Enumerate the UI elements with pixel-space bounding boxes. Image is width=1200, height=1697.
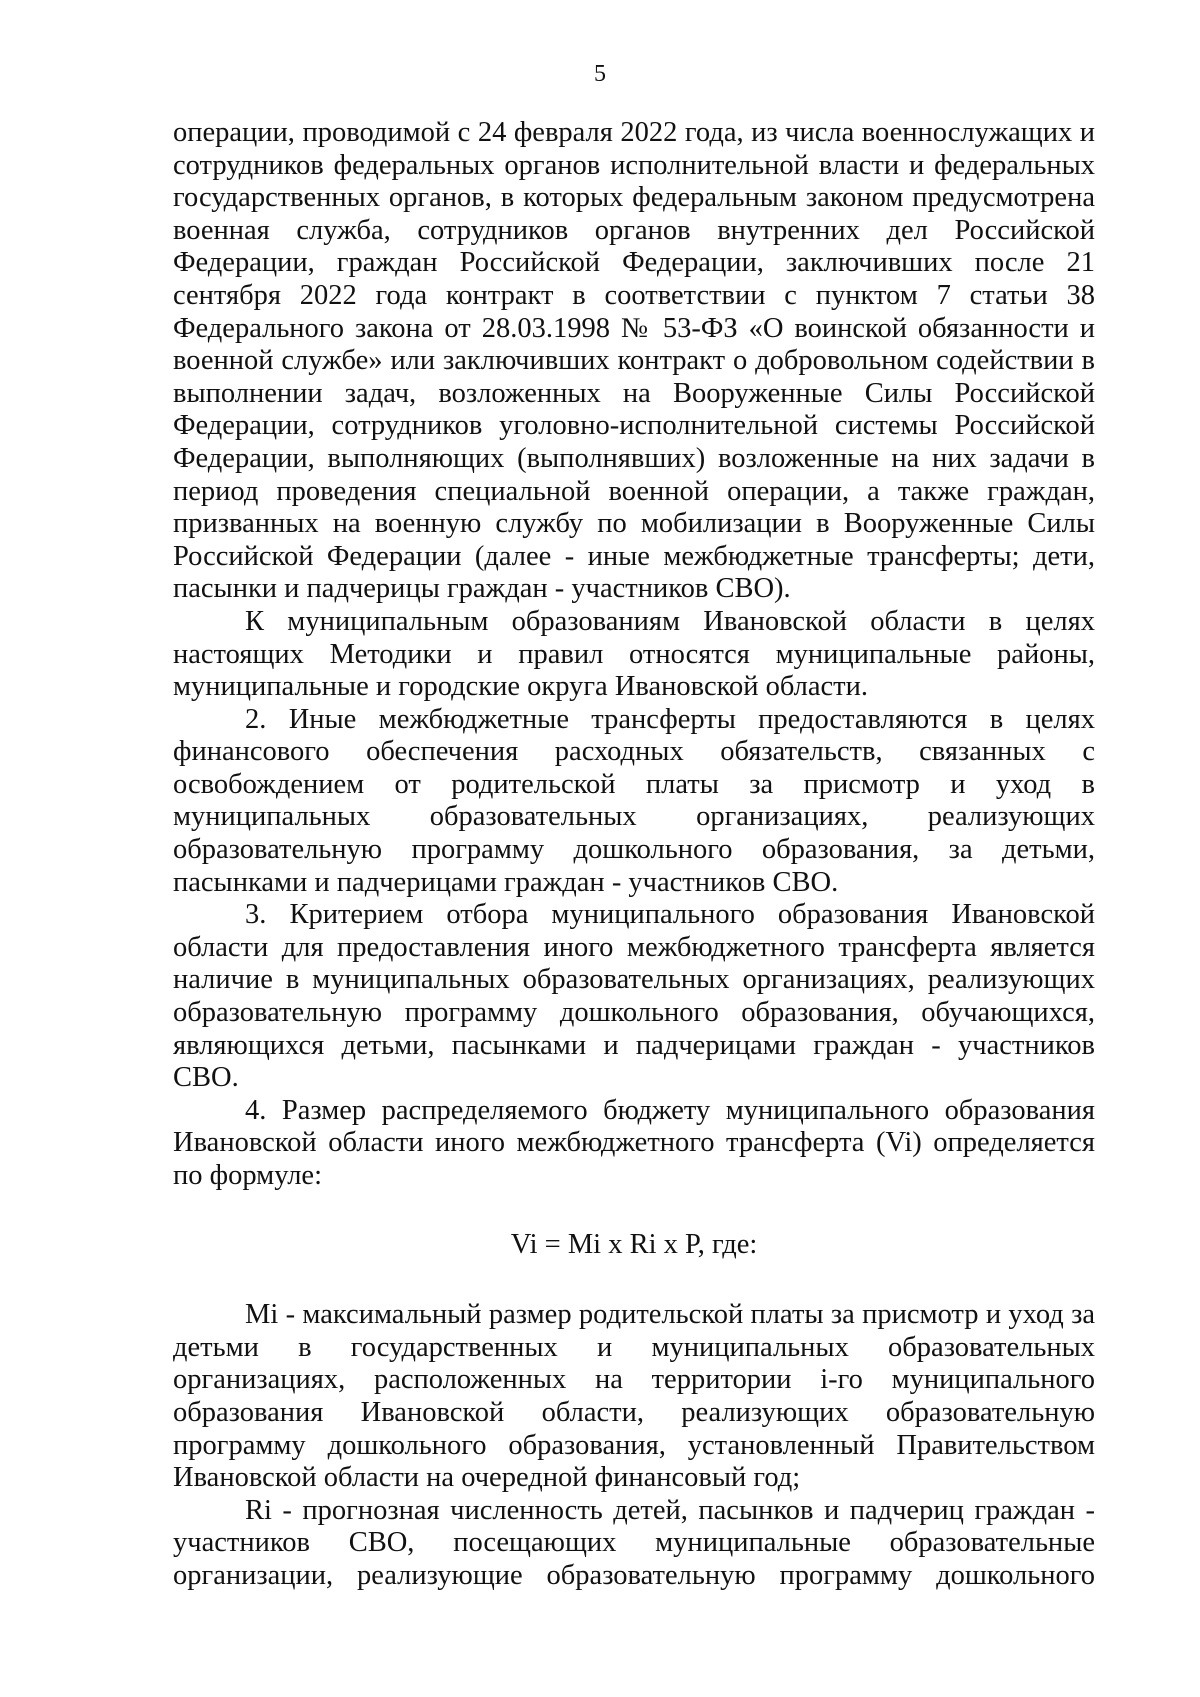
paragraph-item-3: 3. Критерием отбора муниципального образования Ивановской области для предоставления иного межбюджетного трансферта является наличие в муниципальных образовательных организациях, реализующих образовательную программу дошкольного образования, обучающихся, являющихся детьми, пасынками и падчерицами граждан - участников СВО. [173,899,1095,1094]
paragraph-definition-ri: Ri - прогнозная численность детей, пасынков и падчериц граждан - участников СВО, посещающих муниципальные образовательные организации, реализующие образовательную программу дошкольного [173,1494,1095,1591]
page-number: 5 [594,61,606,87]
paragraph-continuation: операции, проводимой с 24 февраля 2022 года, из числа военнослужащих и сотрудников федеральных органов исполнительной власти и федеральных государственных органов, в которых федеральным законом предусмотрена военная служба, сотрудников органов внутренних дел Российской Федерации, граждан Российской Федерации, заключивших после 21 сентября 2022 года контракт в соответствии с пунктом 7 статьи 38 Федерального закона от 28.03.1998 № 53-ФЗ «О воинской обязанности и военной службе» или заключивших контракт о добровольном содействии в выполнении задач, возложенных на Вооруженные Силы Российской Федерации, сотрудников уголовно-исполнительной системы Российской Федерации, выполняющих (выполнявших) возложенные на них задачи в период проведения специальной военной операции, а также граждан, призванных на военную службу по мобилизации в Вооруженные Силы Российской Федерации (далее - иные межбюджетные трансферты; дети, пасынки и падчерицы граждан - участников СВО). [173,117,1095,605]
paragraph-municipalities: К муниципальным образованиям Ивановской области в целях настоящих Методики и правил относятся муниципальные районы, муниципальные и городские округа Ивановской области. [173,605,1095,703]
paragraph-item-2: 2. Иные межбюджетные трансферты предоставляются в целях финансового обеспечения расходных обязательств, связанных с освобождением от родительской платы за присмотр и уход в муниципальных образовательных организациях, реализующих образовательную программу дошкольного образования, за детьми, пасынками и падчерицами граждан - участников СВО. [173,703,1095,898]
paragraph-item-4: 4. Размер распределяемого бюджету муниципального образования Ивановской области иного межбюджетного трансферта (Vi) определяется по формуле: [173,1094,1095,1191]
formula: Vi = Mi x Ri x P, где: [510,1228,758,1260]
paragraph-definition-mi: Mi - максимальный размер родительской платы за присмотр и уход за детьми в государственных и муниципальных образовательных организациях, расположенных на территории i-го муниципального образования Ивановской области, реализующих образовательную программу дошкольного образования, установленный Правительством Ивановской области на очередной финансовый год; [173,1299,1095,1494]
document-body [173,117,1095,1593]
